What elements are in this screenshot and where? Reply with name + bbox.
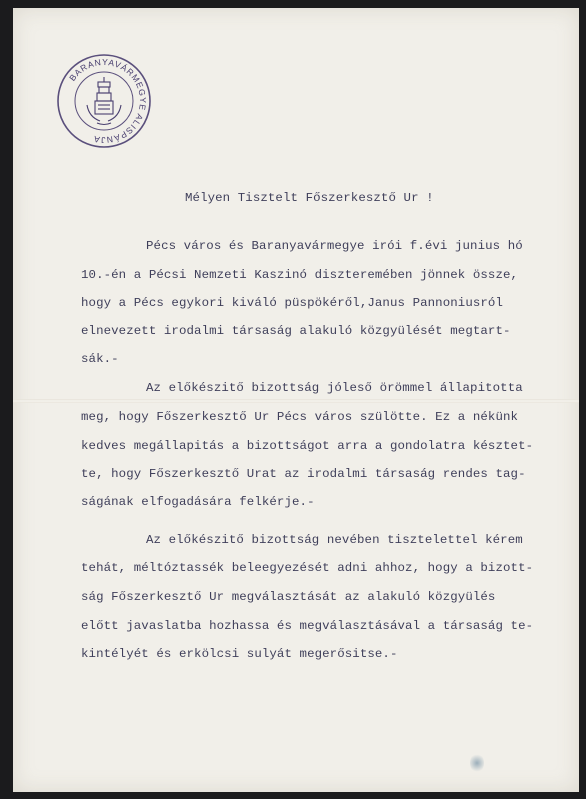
letter-line: Pécs város és Baranyavármegye irói f.évi junius hó <box>146 239 523 253</box>
letter-line: elnevezett irodalmi társaság alakuló közgyülését megtart- <box>81 324 511 338</box>
letter-line: kintélyét és erkölcsi sulyát megerősitse.- <box>81 647 398 661</box>
letter-line: 10.-én a Pécsi Nemzeti Kaszinó diszteremében jönnek össze, <box>81 268 519 282</box>
letter-line: sák.- <box>81 352 119 366</box>
letter-line: hogy a Pécs egykori kiváló püspökéről,Janus Pannoniusról <box>81 296 503 310</box>
letter-line: Az előkészitő bizottság jóleső örömmel állapitotta <box>146 381 523 395</box>
letter-body <box>13 8 579 792</box>
letter-line: ság Főszerkesztő Ur megválasztását az alakuló közgyülés <box>81 590 496 604</box>
letter-salutation: Mélyen Tisztelt Főszerkesztő Ur ! <box>185 191 434 205</box>
stamp-legend: BARANYAVÁRMEGYE ALISPÁNJA <box>67 56 149 146</box>
letter-line: előtt javaslatba hozhassa és megválasztásával a társaság te- <box>81 619 534 633</box>
letter-sheet <box>13 8 579 792</box>
letter-line: tehát, méltóztassék beleegyezését adni ahhoz, hogy a bizott- <box>81 561 534 575</box>
letter-line: ságának elfogadására felkérje.- <box>81 495 315 509</box>
letter-line: te, hogy Főszerkesztő Urat az irodalmi társaság rendes tag- <box>81 467 526 481</box>
letter-line: meg, hogy Főszerkesztő Ur Pécs város szülötte. Ez a nékünk <box>81 410 519 424</box>
letter-line: kedves megállapitás a bizottságot arra a gondolatra késztet- <box>81 439 534 453</box>
letter-line: Az előkészitő bizottság nevében tisztelettel kérem <box>146 533 523 547</box>
